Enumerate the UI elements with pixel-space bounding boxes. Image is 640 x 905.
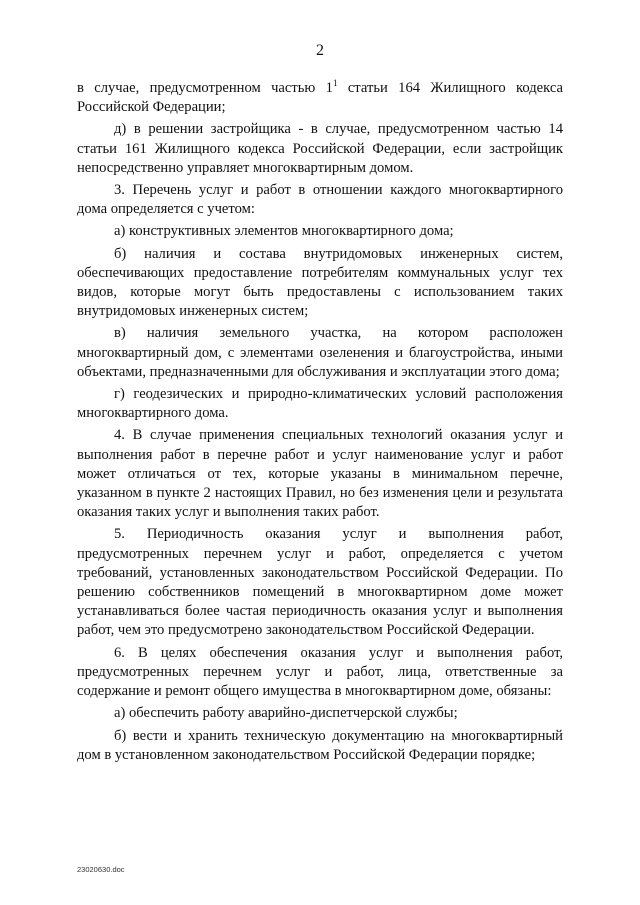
paragraph-3b: б) наличия и состава внутридомовых инженерных систем, обеспечивающих предоставление потребителям коммунальных услуг тех видов, которые могут быть предоставлены с использованием таких внутридомовых инженерных систем; xyxy=(77,245,563,320)
paragraph-2d: д) в решении застройщика - в случае, предусмотренном частью 14 статьи 161 Жилищного кодекса Российской Федерации, если застройщик непосредственно управляет многоквартирным домом. xyxy=(77,121,563,176)
paragraph-3a: а) конструктивных элементов многоквартирного дома; xyxy=(114,223,454,240)
page-number: 2 xyxy=(316,42,324,59)
paragraph-5: 5. Периодичность оказания услуг и выполнения работ, предусмотренных перечнем услуг и работ, определяется с учетом требований, установленных законодательством Российской Федерации. По решению собственников помещений в многоквартирном доме может устанавливаться более частая периодичность оказания услуг и выполнения работ, чем это предусмотрено законодательством Российской Федерации. xyxy=(77,526,563,639)
paragraph-6a: а) обеспечить работу аварийно-диспетчерской службы; xyxy=(114,705,458,722)
paragraph-3g: г) геодезических и природно-климатических условий расположения многоквартирного дома. xyxy=(77,386,563,422)
paragraph-continuation xyxy=(77,79,563,117)
paragraph-3v: в) наличия земельного участка, на котором расположен многоквартирный дом, с элементами озеленения и благоустройства, иными объектами, предназначенными для обслуживания и эксплуатации этого дома; xyxy=(77,325,563,380)
paragraph-4: 4. В случае применения специальных технологий оказания услуг и выполнения работ в перечне работ и услуг наименование услуг и работ может отличаться от тех, которые указаны в минимальном перечне, указанном в пункте 2 настоящих Правил, но без изменения цели и результата оказания таких услуг и выполнения таких работ. xyxy=(77,427,563,521)
paragraph-6: 6. В целях обеспечения оказания услуг и выполнения работ, предусмотренных перечнем услуг и работ, лица, ответственные за содержание и ремонт общего имущества в многоквартирном доме, обязаны: xyxy=(77,644,563,700)
paragraph-text: статьи 164 Жилищного кодекса Российской Федерации; xyxy=(77,80,563,116)
superscript: 1 xyxy=(332,78,338,89)
paragraph-3: 3. Перечень услуг и работ в отношении каждого многоквартирного дома определяется с учетом: xyxy=(77,182,563,218)
paragraph-6b: б) вести и хранить техническую документацию на многоквартирный дом в установленном законодательством Российской Федерации порядке; xyxy=(77,727,563,763)
document-body xyxy=(77,79,563,768)
paragraph-text: в случае, предусмотренном частью 1 xyxy=(77,80,333,96)
file-name-footer: 23020630.doc xyxy=(77,865,125,874)
